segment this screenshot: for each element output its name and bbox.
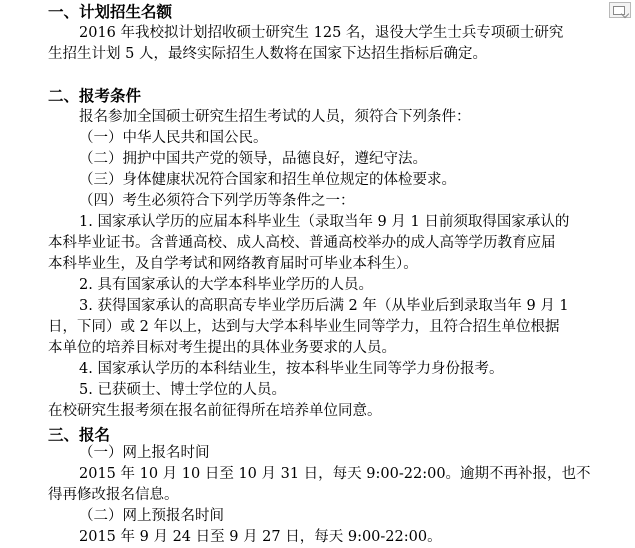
paragraph-line: 2015 年 10 月 10 日至 10 月 31 日，每天 9:00-22:00。逾期不再补报，也不 bbox=[79, 466, 591, 482]
paragraph-line: 2015 年 9 月 24 日至 9 月 27 日，每天 9:00-22:00。 bbox=[79, 529, 442, 545]
paragraph-line: 2016 年我校拟计划招收硕士研究生 125 名，退役大学生士兵专项硕士研究 bbox=[79, 25, 564, 41]
paragraph-line: 日，下同）或 2 年以上，达到与大学本科毕业生同等学力，且符合招生单位根据 bbox=[48, 319, 560, 335]
paragraph-line: 本科毕业生，及自学考试和网络教育届时可毕业本科生）。 bbox=[48, 256, 418, 272]
section-heading-registration: 三、报名 bbox=[48, 426, 111, 444]
paragraph-line: 本单位的培养目标对考生提出的具体业务要求的人员。 bbox=[48, 340, 396, 356]
paragraph-line: 生招生计划 5 人，最终实际招生人数将在国家下达招生指标后确定。 bbox=[48, 46, 487, 62]
section-heading-quota: 一、计划招生名额 bbox=[48, 3, 173, 21]
list-item: （二）拥护中国共产党的领导，品德良好，遵纪守法。 bbox=[79, 151, 427, 167]
list-item: （四）考生必须符合下列学历等条件之一： bbox=[79, 193, 355, 209]
list-item: 1. 国家承认学历的应届本科毕业生（录取当年 9 月 1 日前须取得国家承认的 bbox=[79, 214, 570, 230]
window-restore-icon[interactable] bbox=[609, 2, 631, 18]
list-item: 3. 获得国家承认的高职高专毕业学历后满 2 年（从毕业后到录取当年 9 月 1 bbox=[79, 298, 569, 314]
section-heading-requirements: 二、报考条件 bbox=[48, 87, 142, 105]
paragraph-line: 本科毕业证书。含普通高校、成人高校、普通高校举办的成人高等学历教育应届 bbox=[48, 235, 556, 251]
list-item: 2. 具有国家承认的大学本科毕业学历的人员。 bbox=[79, 277, 373, 293]
list-item: 5. 已获硕士、博士学位的人员。 bbox=[79, 382, 286, 398]
paragraph-line: 在校研究生报考须在报名前征得所在培养单位同意。 bbox=[48, 403, 382, 419]
paragraph-line: 报名参加全国硕士研究生招生考试的人员，须符合下列条件： bbox=[79, 109, 471, 125]
list-item: 4. 国家承认学历的本科结业生，按本科毕业生同等学力身份报考。 bbox=[79, 361, 504, 377]
list-item: （三）身体健康状况符合国家和招生单位规定的体检要求。 bbox=[79, 172, 456, 188]
paragraph-line: 得再修改报名信息。 bbox=[48, 487, 179, 503]
list-item: （一）中华人民共和国公民。 bbox=[79, 130, 268, 146]
list-item: （二）网上预报名时间 bbox=[79, 508, 224, 524]
list-item: （一）网上报名时间 bbox=[79, 445, 210, 461]
